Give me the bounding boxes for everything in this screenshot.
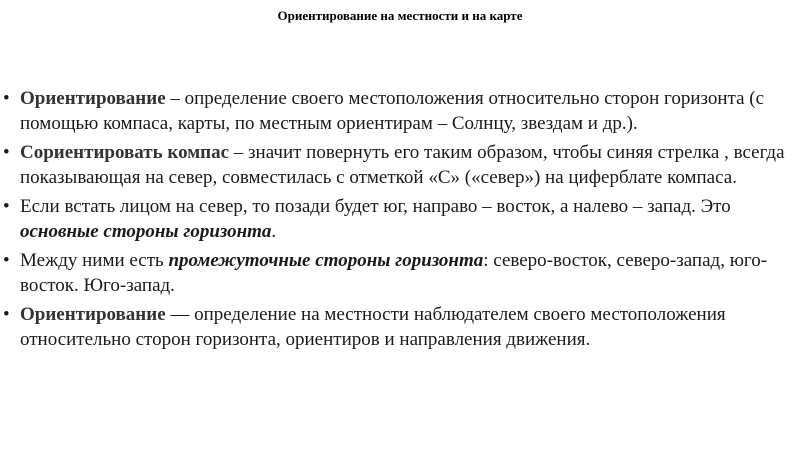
bullet-text: – определение своего местоположения относительно сторон горизонта (с помощью компаса, карты, по местным ориентирам – Солнцу, звездам и др.). — [20, 88, 765, 134]
bullet-term: Ориентирование — [20, 88, 166, 109]
bullet-item-intermediate-directions — [0, 248, 800, 298]
bullet-icon: • — [3, 142, 10, 163]
bullet-item-main-directions — [0, 194, 800, 244]
bullet-text: — определение на местности наблюдателем своего местоположения относительно сторон горизонта, ориентиров и направления движения. — [20, 304, 726, 350]
bullet-emphasis: основные стороны горизонта — [20, 221, 272, 242]
bullet-item-orientation-definition — [0, 86, 800, 136]
bullet-term: Сориентировать компас — [20, 142, 230, 163]
bullet-icon: • — [3, 88, 10, 109]
bullet-text: – значит повернуть его таким образом, чтобы синяя стрелка , всегда показывающая на север, совместилась с отметкой «С» («север») на циферблате компаса. — [20, 142, 785, 188]
bullet-text-after: . — [271, 221, 277, 242]
bullet-term: Ориентирование — [20, 304, 166, 325]
bullet-icon: • — [3, 304, 10, 325]
bullet-item-orientation-terrain — [0, 302, 800, 352]
bullet-text-before: Если встать лицом на север, то позади будет юг, направо – восток, а налево – запад. Это — [20, 196, 731, 217]
slide-title: Ориентирование на местности и на карте — [277, 8, 523, 23]
bullet-text-after: : северо-восток, северо-запад, юго-восток. Юго-запад. — [20, 250, 768, 296]
bullet-icon: • — [3, 196, 10, 217]
bullet-icon: • — [3, 250, 10, 271]
bullet-emphasis: промежуточные стороны горизонта — [168, 250, 484, 271]
bullet-text-before: Между ними есть — [20, 250, 169, 271]
bullet-item-orient-compass — [0, 140, 800, 190]
bullet-list — [0, 86, 800, 356]
